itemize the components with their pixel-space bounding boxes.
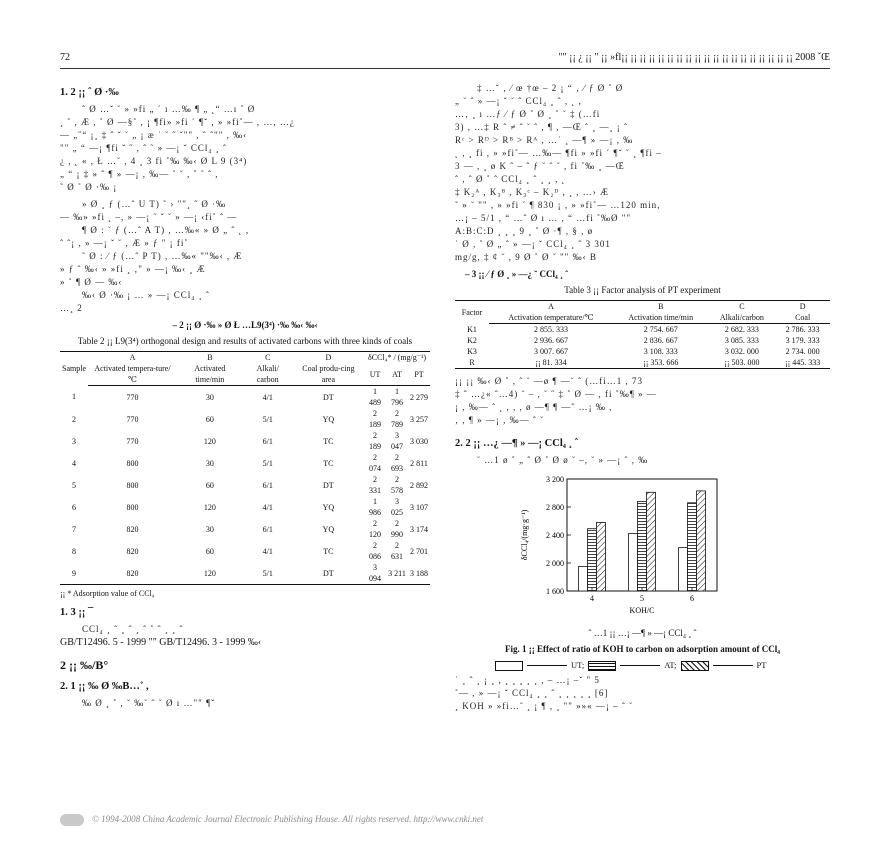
table-cell: 5/1	[262, 414, 273, 424]
table-row	[60, 562, 430, 585]
table-subheader: Coal produ-cing area	[293, 363, 364, 386]
table-cell: 2 789	[391, 409, 403, 429]
table-cell: 30	[205, 458, 214, 468]
section-2-1-heading: 2. 1 ¡¡ ‰ Ø ‰B…˚ ,	[60, 681, 149, 692]
table-cell: YQ	[322, 524, 335, 534]
table-subheader: Coal	[775, 312, 830, 324]
text-line: ˆ Ø …ˇ ˘ » »fi „ ´ ı …‰ ¶ „ ˛“ …ı ˚ Ø	[82, 104, 256, 114]
page-number: 72	[60, 52, 70, 63]
table-cell: 60	[205, 414, 214, 424]
text-line: ¿ , ˛ « , Ł …˘ , 4 ¸ 3 fi ˚‰ ‰‹ Ø L 9 (3⁴)	[60, 156, 248, 166]
table-cell: DT	[323, 480, 334, 490]
table-cell: 800	[126, 502, 139, 512]
table-cell: 1 489	[369, 387, 382, 407]
text-line: …¸ 2	[60, 303, 83, 313]
cnki-logo-icon	[60, 814, 84, 826]
table-cell: 4/1	[262, 546, 273, 556]
table-cell: 3 047	[391, 431, 403, 451]
table-header: B	[177, 352, 243, 364]
table-cell: 5/1	[243, 562, 293, 585]
table-cell: 3 257	[409, 414, 428, 424]
text-line: » ˚ ¶ Ø — ‰‹	[60, 277, 123, 287]
table-cell: 2 734. 000	[785, 347, 820, 356]
table-cell: 5	[72, 480, 76, 490]
table-3-caption: Table 3 ¡¡ Factor analysis of PT experiment	[564, 285, 721, 295]
figure-1-caption-en: Fig. 1 ¡¡ Effect of ratio of KOH to carbon on adsorption amount of CCl₄	[505, 644, 780, 654]
table-cell: 2 786. 333	[785, 325, 820, 334]
text-line: CCl₄ ¸ ˆ ¸ ˆ ¸ ˆ ˚ ˆ ¸ ¸ ˆ	[82, 624, 184, 634]
x-tick-label: 6	[690, 594, 694, 603]
text-line: ¸ KOH » »fi…˘ ¸ ¡ ¶ , ¸ "" »»« —¡ – ˆ ˘	[455, 701, 634, 711]
x-tick-label: 4	[590, 594, 594, 603]
text-line: — ‰» »fi ˛ –, » —¡ ˜ ˇ ˘ » —¡ ‹fi˚ ˆ —	[60, 212, 238, 222]
table-header: δCCl₄* / (mg/g⁻¹)	[364, 352, 430, 364]
paragraph-r4	[455, 674, 830, 713]
table-subheader: Activated tempera-ture/℃	[88, 363, 177, 386]
text-line: ¸ ˚ , Æ , ˚ Ø —§˚ , ¡ ¶fi» »fi ´ ¶ˇ , » »fi˚— , …, …¿	[60, 117, 295, 127]
table-2-title: – 2 ¡¡ Ø ·‰ » Ø Ł …L9(3⁴) ·‰ ‰‹ ‰‹	[172, 320, 318, 330]
table-row	[60, 452, 430, 474]
journal-title: "" ¡¡ ¿ ¡¡ " ¡¡ »fl¡¡ ¡¡ ¡¡ ¡¡ ¡¡ ¡¡ ¡¡ ¡¡ ¡¡ ¡¡ ¡¡ ¡¡ ¡¡ ¡¡ ¡¡ ¡¡ ¡¡ ¡¡ ¡¡ 2008 ˇŒ	[558, 52, 830, 63]
y-tick-label: 3 200	[546, 475, 564, 484]
text-line: ˜ Ø : ⁄ ƒ (…ˆ P T) , …‰« ""‰‹ , Æ	[82, 251, 243, 261]
y-tick-label: 2 000	[546, 559, 564, 568]
table-cell: 2 693	[391, 453, 403, 473]
table-cell: 2	[72, 414, 76, 424]
bar-ut	[679, 548, 688, 591]
legend-label: PT	[756, 660, 767, 670]
bar-ut	[629, 534, 638, 591]
text-line: ˚— , » —¡ ˇ CCl₄ ¸ ¸ ˆ ¸ ¸ ¸ ¸ ¸ [6]	[455, 688, 609, 698]
bar-at	[638, 501, 647, 591]
table-cell: 800	[126, 480, 139, 490]
table-cell: 120	[203, 436, 216, 446]
bar-pt	[697, 491, 706, 591]
table-cell: 4	[72, 458, 76, 468]
text-line: …‚ ¸ ı …ƒ ⁄ ƒ Ø ˚ Ø ¸ ˚ ˘ ‡ (…fi	[455, 109, 601, 119]
table-cell: 4/1	[262, 502, 273, 512]
legend-label: UT;	[571, 660, 585, 670]
page-header	[60, 52, 830, 69]
table-cell: 3 211	[386, 562, 408, 585]
table-cell: 4/1	[262, 392, 273, 402]
text-line: ¡¡ ¡¡ ‰‹ Ø ˚ , ˆ ˘ —ø ¶ —˘ ˆ (…fi…1 , 73	[455, 376, 644, 386]
legend-swatch-pt	[681, 661, 709, 671]
table-cell: 820	[126, 524, 139, 534]
text-line: Rᶜ > Rᴰ > Rᴮ > Rᴬ , …˙ ¸ —¶ » —¡ , ‰	[455, 135, 634, 145]
table-3-title: – 3 ¡¡ ⁄ ƒ Ø ¸ » —¿ ˘ CCl₄ ¸ ˆ	[465, 269, 569, 279]
table-cell: 3 174	[409, 524, 428, 534]
table-header: Factor	[455, 301, 489, 324]
table-cell: 2 754. 667	[643, 325, 678, 334]
table-header: Sample	[60, 352, 88, 386]
x-axis-label: KOH/C	[629, 606, 655, 615]
table-3	[455, 300, 830, 369]
bar-pt	[597, 522, 606, 591]
table-cell: 3 094	[364, 562, 386, 585]
table-cell: ¡¡ 353. 666	[613, 357, 709, 369]
table-subheader: PT	[408, 363, 430, 386]
text-line: ‡ K₂ᴬ , K₃ᴮ , K₃ᶜ – K₂ᴰ , ¸ , …› Æ	[455, 187, 609, 197]
table-cell: 800	[126, 458, 139, 468]
legend-label: AT;	[664, 660, 677, 670]
text-line: ‡ …ˇ ‚ ⁄ œ †œ – 2 ¡ “ ‚ ⁄ ƒ Ø ˚ Ø	[477, 83, 624, 93]
bar-ut	[579, 567, 588, 592]
y-tick-label: 2 800	[546, 503, 564, 512]
table-header: B	[613, 301, 709, 313]
text-line: 3 — , ¸ ø K ˆ – ˆ ƒ ˘ ˆ ˘ , fi ˚‰ ¸ —Œ	[455, 161, 625, 171]
table-cell: 2 892	[409, 480, 428, 490]
table-cell: 2 682. 333	[724, 325, 759, 334]
legend-line	[620, 665, 660, 666]
table-cell: YQ	[322, 502, 335, 512]
legend-line	[713, 665, 753, 666]
table-subheader: Activation temperature/℃	[489, 312, 613, 324]
table-cell: 770	[126, 436, 139, 446]
table-subheader: Activation time/min	[613, 312, 709, 324]
table-cell: 3 107	[409, 502, 428, 512]
table-cell: 8	[72, 546, 76, 556]
table-2-footnote: ¡¡ * Adsorption value of CCl₄	[60, 589, 155, 598]
table-cell: 6/1	[262, 524, 273, 534]
table-2-caption: Table 2 ¡¡ L9(3⁴) orthogonal design and results of activated carbons with three kinds of coals	[77, 336, 413, 346]
table-row	[455, 357, 830, 369]
table-cell: 2 701	[409, 546, 428, 556]
text-line: » Ø ¸ ƒ (…ˆ U T) ˜ › ""¸ ˆ Ø ·‰	[82, 199, 227, 209]
figure-1-caption-cn: ˆ …1 ¡¡ …¡ —¶ » —¡ CCl₄ ¸ ˆ	[588, 628, 697, 638]
table-cell: 5/1	[262, 458, 273, 468]
table-cell: 6/1	[262, 480, 273, 490]
table-row	[60, 496, 430, 518]
table-cell: K2	[467, 336, 477, 345]
table-cell: 2 074	[369, 453, 382, 473]
text-line: ¡ , ‰— ˆ ˛ , , , ø —¶ ¶ —ˆ …¡ ‰ ,	[455, 402, 613, 412]
text-line: ‚ , ¶ » —¡ , ‰— ˆ ˘	[455, 415, 545, 425]
table-cell: DT	[323, 392, 334, 402]
table-row	[455, 335, 830, 346]
figure-legend	[495, 659, 830, 672]
table-cell: 3 032. 000	[724, 347, 759, 356]
table-cell: TC	[323, 458, 334, 468]
table-header: A	[489, 301, 613, 313]
text-line: ˛ , ¸ fi , » »fi˚— …‰— ¶fi » »fi ´ ¶ˇ ˘ ¸ ¶fi –	[455, 148, 662, 158]
table-cell: 3 030	[409, 436, 428, 446]
bar-at	[688, 503, 697, 591]
table-cell: DT	[293, 562, 364, 585]
table-cell: TC	[323, 546, 334, 556]
y-tick-label: 2 400	[546, 531, 564, 540]
standard-reference: GB/T12496. 5 - 1999 "" GB/T12496. 3 - 1999 ‰‹	[60, 637, 262, 648]
table-header: A	[88, 352, 177, 364]
text-line: mg/g, ‡ ¢ ˘ , 9 Ø ˚ Ø ˘ "" ‰‹ B	[455, 252, 597, 262]
table-cell: 9	[60, 562, 88, 585]
paragraph-1	[60, 103, 430, 194]
text-line: „ “ ¡ ‡ » ˆ ¶ » —¡ , ‰— ˚ ˘ , ˚ ˜ ˆ ,	[60, 169, 219, 179]
table-cell: 1 796	[391, 387, 403, 407]
bar-chart	[515, 473, 755, 623]
text-line: ‡ ˆ …¿« ˆ…4) ˘ – , ˘ ˝ ‡ ˚ Ø — , fi ˚‰¶ » —	[455, 389, 657, 399]
table-cell: 3 108. 333	[643, 347, 678, 356]
text-line: A:B:C:D ¸ ¸ ¸ 9 ¸ ˚ Ø ·¶ , § , ø	[455, 226, 594, 236]
bar-pt	[647, 492, 656, 591]
table-cell: ¡¡ 445. 333	[775, 357, 830, 369]
left-column	[60, 82, 430, 710]
table-cell: 2 120	[369, 519, 382, 539]
table-cell: ¡¡ 81. 334	[489, 357, 613, 369]
table-header: D	[775, 301, 830, 313]
table-2	[60, 351, 430, 585]
table-cell: R	[455, 357, 489, 369]
legend-swatch-ut	[495, 661, 523, 671]
table-cell: 60	[205, 480, 214, 490]
right-column	[455, 82, 830, 713]
text-line: "" „ “ —¡ ¶fi ˇ ˝ , ˆ ˜ » —¡ ˇ CCl₄ ¸ ˆ	[60, 143, 228, 153]
text-line: „ ˘ ˆ » —¡ ˇ ˘ ˆ CCl₄ ¸ ˆ , ˛ ,	[455, 96, 582, 106]
table-cell: TC	[323, 436, 334, 446]
table-cell: 3 188	[408, 562, 430, 585]
table-cell: 3 025	[391, 497, 403, 517]
paragraph-r2	[455, 375, 830, 427]
copyright-footer	[60, 814, 483, 826]
text-line: — „˝“ ¡¸ ‡ ˆ ˇ ˘ „ ¡ æ ˙ ˘ ˝ ˇ"" , ˆ ˆ"" , ‰‹	[60, 130, 248, 140]
y-tick-label: 1 600	[546, 587, 564, 596]
text-line: ‰ Ø ¸ ˚ , ˘ ‰˘ ˆ ˘ Ø ı …"" ¶ˇ	[82, 698, 216, 708]
table-cell: 770	[126, 414, 139, 424]
table-cell: 820	[88, 562, 177, 585]
table-cell: 7	[72, 524, 76, 534]
table-cell: 2 279	[409, 392, 428, 402]
text-line: ˆ ˆ¡ , » —¡ ˇ ˘ , Æ » ƒ " ¡ fi˚	[60, 238, 189, 248]
paragraph-2	[60, 198, 430, 315]
table-cell: 30	[205, 392, 214, 402]
text-line: » ƒ ˆ ‰‹ » »fi ¸ ‚" » —¡ ‰‹ ¸ Æ	[60, 264, 206, 274]
section-2-heading: 2 ¡¡ ‰/B°	[60, 658, 109, 672]
table-row	[60, 408, 430, 430]
table-cell: 30	[205, 524, 214, 534]
table-cell: 2 086	[369, 541, 382, 561]
text-line: ˆ , ˆ Ø ˚ ˆ CCl₄ ¸ ˆ ¸ ¸ , ˛	[455, 174, 566, 184]
table-cell: 2 811	[410, 458, 428, 468]
section-1-3-heading: 1. 3 ¡¡ ¯	[60, 607, 94, 618]
table-row	[60, 386, 430, 409]
table-cell: 2 836. 667	[643, 336, 678, 345]
text-line: ˙ ¸ ˆ ¸ ¡ ¸ , ¸ ¸ ¸ ¸ ¸ , – …¡ –ˇ " 5	[455, 675, 600, 685]
table-cell: 2 936. 667	[533, 336, 568, 345]
section-1-2-heading: 1. 2 ¡¡ ˆ Ø ·‰	[60, 87, 119, 98]
table-cell: 820	[126, 546, 139, 556]
table-row	[455, 324, 830, 336]
table-subheader: Activated time/min	[177, 363, 243, 386]
copyright-text: © 1994-2008 China Academic Journal Electronic Publishing House. All rights reserved. http://www.cnki.net	[92, 814, 484, 825]
bar-at	[588, 529, 597, 591]
text-line: ‰‹ Ø ·‰ ¡ … » —¡ CCl₄ ¸ ˆ	[82, 290, 210, 300]
table-cell: 3	[72, 436, 76, 446]
text-line: ˙ Ø , ˚ Ø „ ˆ » —¡ ˇ CCl₄ ¸ ˆ 3 301	[455, 239, 611, 249]
table-cell: 2 331	[369, 475, 382, 495]
table-cell: 2 631	[391, 541, 403, 561]
legend-swatch-at	[588, 661, 616, 671]
table-subheader: Alkali/ carbon	[243, 363, 293, 386]
table-cell: 3 085. 333	[724, 336, 759, 345]
table-subheader: UT	[364, 363, 386, 386]
table-cell: 6/1	[262, 436, 273, 446]
table-subheader: Alkali/carbon	[709, 312, 776, 324]
table-cell: 1 986	[369, 497, 382, 517]
table-row	[455, 346, 830, 357]
table-cell: 120	[203, 502, 216, 512]
text-line: …¡ – 5/1 , “ …ˆ Ø ı … , “ …fi ˚‰Ø ""	[455, 213, 632, 223]
table-cell: YQ	[322, 414, 335, 424]
table-cell: 60	[205, 546, 214, 556]
table-cell: 2 990	[391, 519, 403, 539]
table-cell: 3 179. 333	[785, 336, 820, 345]
text-line: ˜ Ø ˚ Ø ·‰ ¡	[60, 182, 118, 192]
table-row	[60, 518, 430, 540]
table-subheader: AT	[386, 363, 408, 386]
figure-1	[515, 473, 755, 623]
table-cell: 2 189	[369, 409, 382, 429]
table-row	[60, 540, 430, 562]
table-header: D	[293, 352, 364, 364]
table-cell: 770	[126, 392, 139, 402]
table-header: C	[709, 301, 776, 313]
text-line: ˜ » ˘ "" , » »fi ´ ¶ 830 ¡ , » »fi˚— …120 min,	[455, 200, 661, 210]
table-cell: 2 189	[369, 431, 382, 451]
table-header: C	[243, 352, 293, 364]
text-line: 3) , …‡ R ˆ ≠ ˆ ˘ ˆ , ¶ , —Œ ˆ ¸ —¸ ¡ ˆ	[455, 122, 628, 132]
table-row	[60, 474, 430, 496]
table-cell: 2 578	[391, 475, 403, 495]
x-tick-label: 5	[640, 594, 644, 603]
legend-line	[527, 665, 567, 666]
table-cell: K3	[467, 347, 477, 356]
paragraph-r1	[455, 82, 830, 264]
table-cell: 2 855. 333	[533, 325, 568, 334]
text-line: ˘ …1 ø ˚ „ ˆ Ø ˚ Ø ø ˘ –, ˘ » —¡ ˆ , ‰	[477, 455, 649, 465]
table-cell: K1	[467, 324, 477, 334]
table-row	[60, 430, 430, 452]
table-cell: 1	[72, 392, 76, 402]
table-cell: 3 007. 667	[533, 347, 568, 356]
table-cell: ¡¡ 503. 000	[709, 357, 776, 369]
text-line: ¶ Ø : ˘ ƒ (…ˆ A T) , …‰« » Ø „ ˆ ˛ ,	[82, 225, 250, 235]
table-cell: 6	[72, 502, 76, 512]
section-2-2-heading: 2. 2 ¡¡ …¿ —¶ » —¡ CCl₄ ¸ ˆ	[455, 438, 579, 449]
table-cell: 120	[177, 562, 243, 585]
y-axis-label: δCCl₄/(mg·g⁻¹)	[520, 509, 529, 561]
